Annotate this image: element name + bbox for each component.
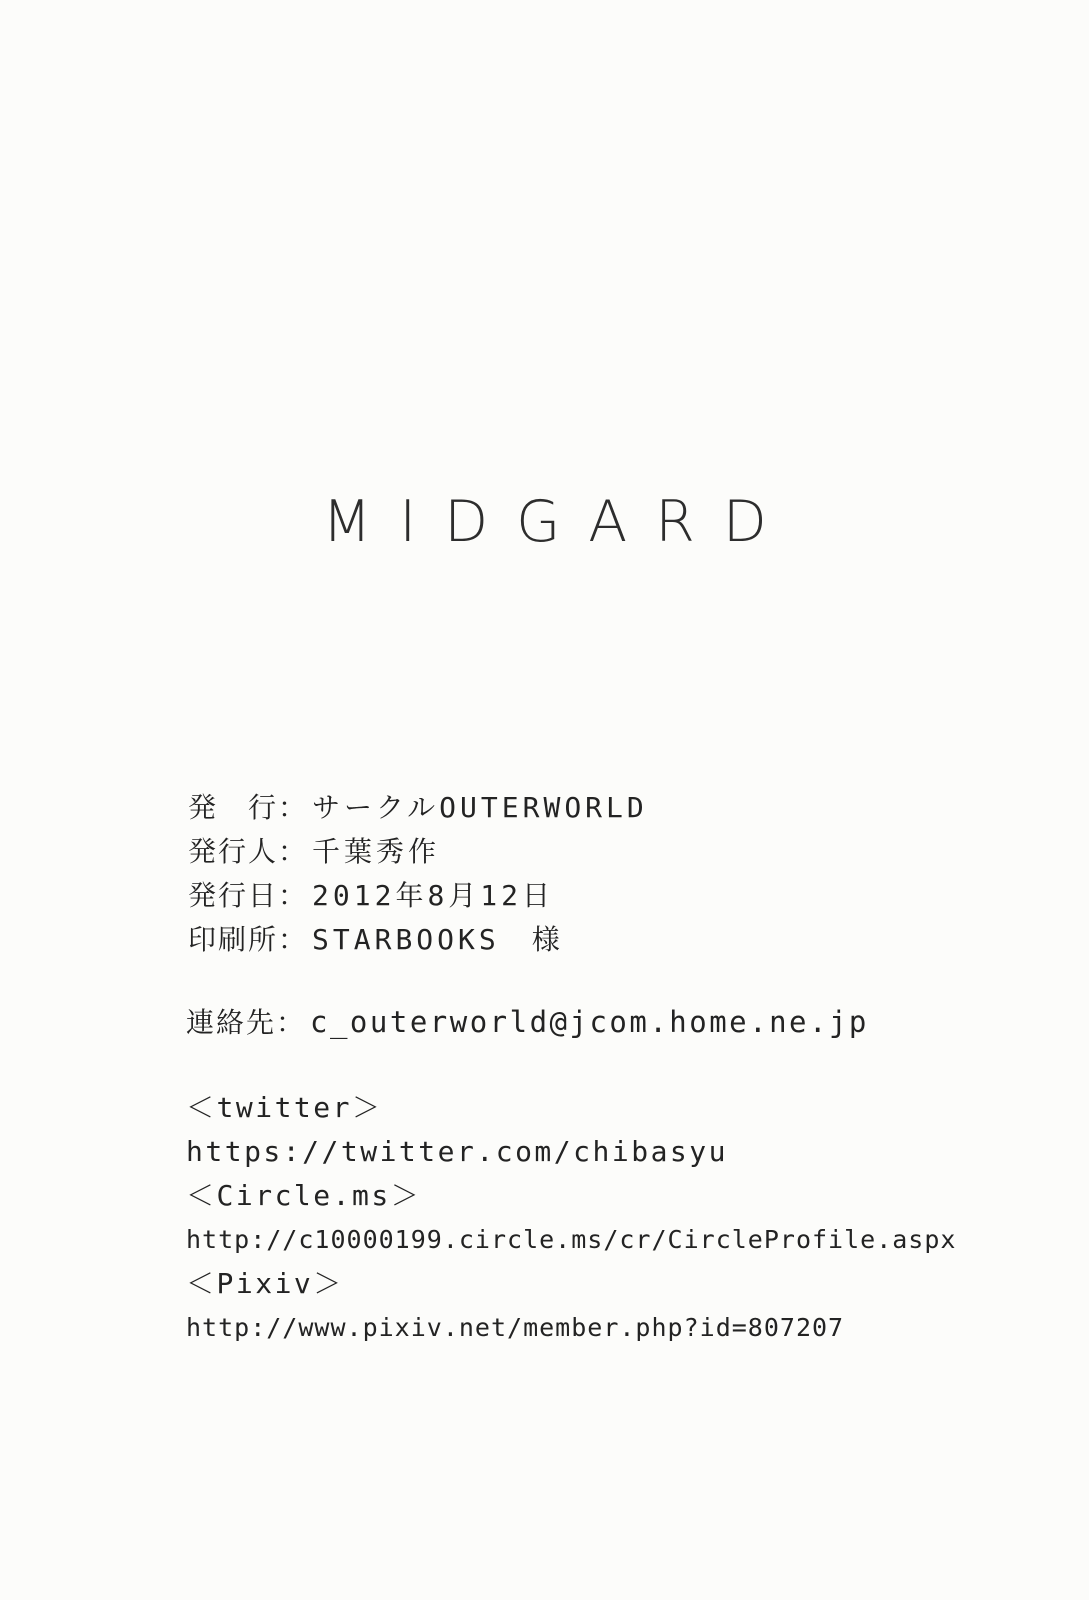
publisher-value: サークルOUTERWORLD	[312, 791, 648, 824]
publisher-label: 発 行：	[188, 791, 309, 824]
pixiv-url: http://www.pixiv.net/member.php?id=807207	[186, 1313, 845, 1342]
pixiv-heading: ＜Pixiv＞	[186, 1267, 344, 1300]
contact-row	[186, 1000, 869, 1045]
page-title: MIDGARD	[322, 489, 795, 555]
printer-value: STARBOOKS 様	[312, 923, 564, 956]
author-value: 千葉秀作	[312, 835, 441, 868]
circle-ms-heading: ＜Circle.ms＞	[186, 1179, 422, 1212]
contact-email: c_outerworld@jcom.home.ne.jp	[310, 1005, 869, 1039]
publish-date-value: 2012年8月12日	[312, 879, 555, 912]
twitter-heading: ＜twitter＞	[186, 1091, 383, 1124]
printer-row	[188, 918, 648, 962]
circle-ms-url: http://c10000199.circle.ms/cr/CircleProfile.aspx	[186, 1225, 957, 1254]
contact-label: 連絡先：	[186, 1006, 307, 1039]
printer-label: 印刷所：	[188, 923, 309, 956]
colophon-block	[188, 786, 648, 962]
publisher-row	[188, 786, 648, 830]
links-block	[186, 1086, 956, 1350]
publish-date-label: 発行日：	[188, 879, 309, 912]
publish-date-row	[188, 874, 648, 918]
twitter-url: https://twitter.com/chibasyu	[186, 1135, 729, 1168]
author-row	[188, 830, 648, 874]
author-label: 発行人：	[188, 835, 309, 868]
